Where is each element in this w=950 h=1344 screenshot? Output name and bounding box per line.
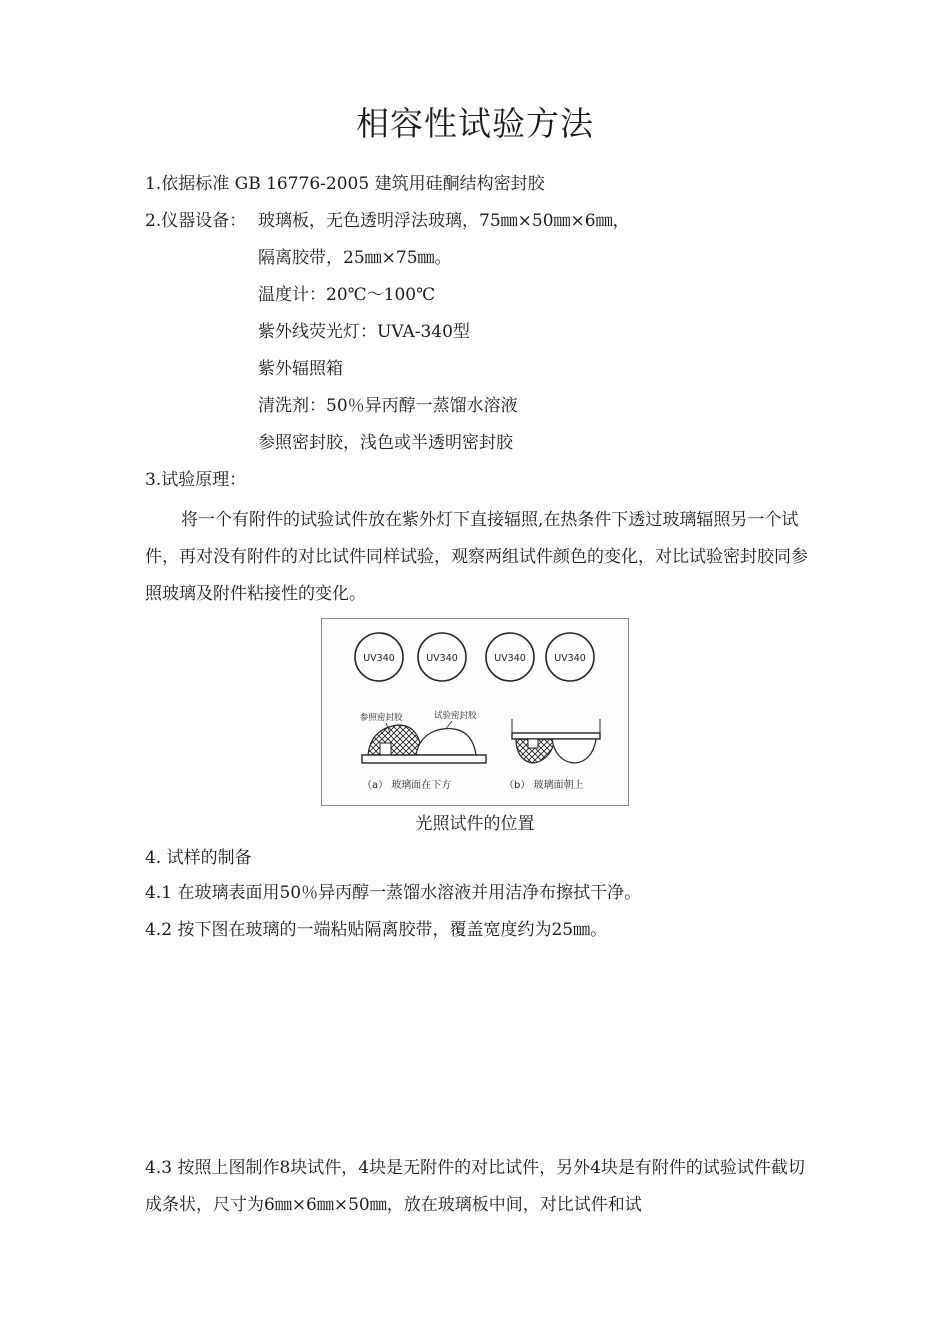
caption-b: （b） 玻璃面朝上 xyxy=(504,780,584,791)
uv-lamp xyxy=(418,633,466,681)
uv-lamp-label: UV340 xyxy=(363,653,395,664)
uv-lamp-label: UV340 xyxy=(554,653,586,664)
document-title: 相容性试验方法 xyxy=(356,104,594,143)
preparation-step-2: 4.2 按下图在玻璃的一端粘贴隔离胶带，覆盖宽度约为25㎜。 xyxy=(145,920,608,940)
equipment-item: 隔离胶带，25㎜×75㎜。 xyxy=(258,248,452,268)
equipment-item: 清洗剂：50％异丙醇一蒸馏水溶液 xyxy=(258,396,518,416)
principle-paragraph xyxy=(145,502,815,613)
equipment-item: 温度计：20℃～100℃ xyxy=(258,285,436,305)
uv-lamp xyxy=(355,633,403,681)
test-sealant-label: 试验密封胶 xyxy=(434,711,477,721)
light-position-figure xyxy=(321,618,629,806)
specimen-b-glass-up xyxy=(512,719,600,763)
equipment-item: 参照密封胶，浅色或半透明密封胶 xyxy=(258,433,513,453)
equipment-item: 玻璃板，无色透明浮法玻璃，75㎜×50㎜×6㎜， xyxy=(258,211,630,231)
specimen-a-glass-down xyxy=(362,725,486,763)
uv-lamp-label: UV340 xyxy=(494,653,526,664)
uv-lamp xyxy=(486,633,534,681)
equipment-label: 2.仪器设备： xyxy=(145,211,247,231)
preparation-heading: 4. 试样的制备 xyxy=(145,848,252,868)
standard-line: 1.依据标准 GB 16776-2005 建筑用硅酮结构密封胶 xyxy=(145,174,545,194)
caption-a: （a） 玻璃面在下方 xyxy=(362,780,452,791)
equipment-item: 紫外线荧光灯：UVA-340型 xyxy=(258,322,470,342)
principle-text: 将一个有附件的试验试件放在紫外灯下直接辐照,在热条件下透过玻璃辐照另一个试件，再对没有附件的对比试件同样试验，观察两组试件颜色的变化，对比试验密封胶同参照玻璃及附件粘接性的变化。 xyxy=(145,510,808,604)
equipment-item: 紫外辐照箱 xyxy=(258,359,343,379)
reference-sealant-label: 参照密封胶 xyxy=(360,713,403,723)
uv-lamp xyxy=(546,633,594,681)
uv-lamp-label: UV340 xyxy=(426,653,458,664)
principle-heading: 3.试验原理： xyxy=(145,470,247,490)
preparation-step-1: 4.1 在玻璃表面用50％异丙醇一蒸馏水溶液并用洁净布擦拭干净。 xyxy=(145,883,642,903)
figure-caption: 光照试件的位置 xyxy=(415,814,535,834)
preparation-step-3: 4.3 按照上图制作8块试件，4块是无附件的对比试件，另外4块是有附件的试验试件截切成条状，尺寸为6㎜×6㎜×50㎜，放在玻璃板中间，对比试件和试 xyxy=(145,1158,805,1215)
